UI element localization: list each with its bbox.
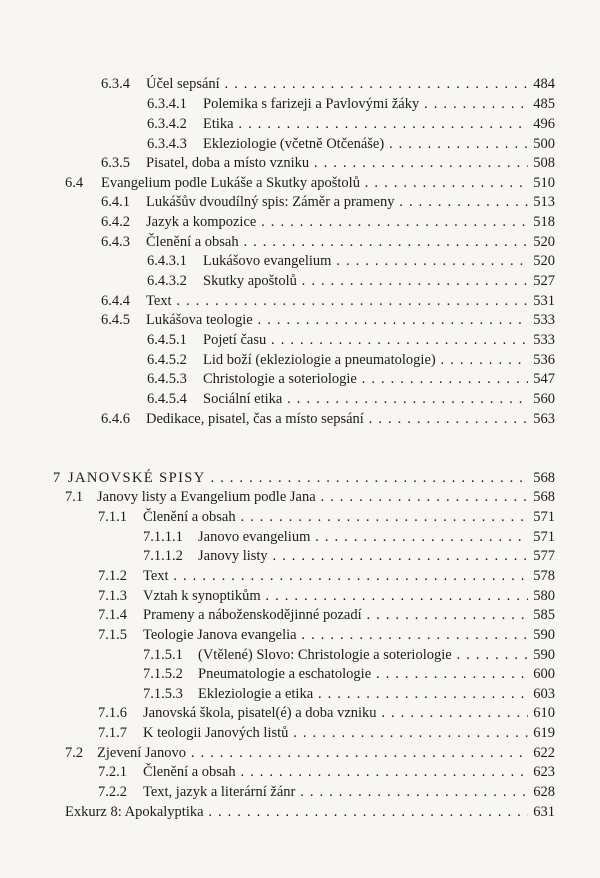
section-title: Vztah k synoptikům . . . — [143, 585, 528, 607]
section-title: Členění a obsah . . . — [143, 506, 528, 528]
section-title: Text . . . — [143, 565, 528, 587]
page-number: 590 — [533, 627, 555, 643]
page-number: 622 — [533, 745, 555, 761]
toc-entry — [0, 93, 600, 115]
toc-entry — [0, 309, 600, 331]
page-number: 500 — [533, 136, 555, 152]
section-number: 6.3.4.1 — [147, 96, 187, 112]
page-number: 520 — [533, 253, 555, 269]
page-number: 623 — [533, 764, 555, 780]
page-number: 585 — [533, 607, 555, 623]
page-number: 610 — [533, 705, 555, 721]
section-number: 7.1.5.3 — [143, 686, 183, 702]
section-title: Exkurz 8: Apokalyptika . . . — [65, 801, 528, 823]
section-number: 6.4.3 — [101, 234, 130, 250]
toc-entry — [0, 761, 600, 783]
section-title: Ekleziologie (včetně Otčenáše) . . . — [203, 133, 528, 155]
toc-entry — [0, 388, 600, 410]
section-number: 7.2.1 — [98, 764, 127, 780]
section-title: Text, jazyk a literární žánr . . . — [143, 781, 528, 803]
toc-entry — [0, 368, 600, 390]
section-title: Účel sepsání . . . — [146, 73, 528, 95]
section-number: 7.1.3 — [98, 588, 127, 604]
page-number: 484 — [533, 76, 555, 92]
section-title: Jazyk a kompozice . . . — [146, 211, 528, 233]
toc-entry — [0, 329, 600, 351]
section-number: 7.1.5 — [98, 627, 127, 643]
toc-entry — [0, 408, 600, 430]
section-number: 7.1.2 — [98, 568, 127, 584]
section-title: Teologie Janova evangelia . . . — [143, 624, 528, 646]
page-number: 563 — [533, 411, 555, 427]
section-number: 7.1 — [65, 489, 84, 505]
page-number: 536 — [533, 352, 555, 368]
section-number: 6.4.3.2 — [147, 273, 187, 289]
toc-entry — [0, 722, 600, 744]
section-number: 6.3.4.3 — [147, 136, 187, 152]
section-number: 6.4.2 — [101, 214, 130, 230]
section-number: 6.3.5 — [101, 155, 130, 171]
section-number: 6.4.5.3 — [147, 371, 187, 387]
toc-entry — [0, 702, 600, 724]
page-number: 600 — [533, 666, 555, 682]
section-title: Lid boží (ekleziologie a pneumatologie) . . . — [203, 349, 528, 371]
section-number: 7.1.4 — [98, 607, 127, 623]
page-number: 568 — [533, 470, 555, 486]
section-title: Sociální etika . . . — [203, 388, 528, 410]
section-title: Ekleziologie a etika . . . — [198, 683, 528, 705]
page-number: 603 — [533, 686, 555, 702]
page-number: 628 — [533, 784, 555, 800]
page-number: 533 — [533, 332, 555, 348]
toc-entry — [0, 211, 600, 233]
section-number: 7.1.5.1 — [143, 647, 183, 663]
page-number: 520 — [533, 234, 555, 250]
section-number: 6.4 — [65, 175, 84, 191]
chapter-number: 7 — [53, 470, 61, 486]
section-title: Janovy listy a Evangelium podle Jana . . . — [97, 486, 528, 508]
section-number: 6.4.1 — [101, 194, 130, 210]
page-number: 577 — [533, 548, 555, 564]
page-number: 631 — [533, 804, 555, 820]
section-title: K teologii Janových listů . . . — [143, 722, 528, 744]
section-title: Členění a obsah . . . — [146, 231, 528, 253]
page-number: 485 — [533, 96, 555, 112]
section-number: 7.1.7 — [98, 725, 127, 741]
section-number: 7.1.1.2 — [143, 548, 183, 564]
section-number: 7.1.1 — [98, 509, 127, 525]
page-number: 571 — [533, 529, 555, 545]
toc-entry — [0, 250, 600, 272]
toc-entry — [0, 270, 600, 292]
section-number: 7.2 — [65, 745, 84, 761]
section-number: 7.1.6 — [98, 705, 127, 721]
section-number: 6.4.5.2 — [147, 352, 187, 368]
page-number: 496 — [533, 116, 555, 132]
section-title: Janovská škola, pisatel(é) a doba vzniku . . . — [143, 702, 528, 724]
toc-entry — [0, 73, 600, 95]
section-number: 7.2.2 — [98, 784, 127, 800]
toc-entry — [0, 545, 600, 567]
section-number: 6.4.4 — [101, 293, 130, 309]
page-number: 527 — [533, 273, 555, 289]
section-number: 7.1.5.2 — [143, 666, 183, 682]
toc-entry — [0, 604, 600, 626]
section-title: Prameny a náboženskodějinné pozadí . . . — [143, 604, 528, 626]
section-title: Etika . . . — [203, 113, 528, 135]
section-title: Polemika s farizeji a Pavlovými žáky . . . — [203, 93, 528, 115]
section-title: Janovy listy . . . — [198, 545, 528, 567]
section-number: 6.3.4 — [101, 76, 130, 92]
page-number: 578 — [533, 568, 555, 584]
section-title: Christologie a soteriologie . . . — [203, 368, 528, 390]
page-number: 590 — [533, 647, 555, 663]
toc-entry — [0, 565, 600, 587]
toc-entry — [0, 663, 600, 685]
section-number: 7.1.1.1 — [143, 529, 183, 545]
section-number: 6.4.3.1 — [147, 253, 187, 269]
section-number: 6.4.6 — [101, 411, 130, 427]
section-title: Evangelium podle Lukáše a Skutky apoštolů . . . — [101, 172, 528, 194]
section-number: 6.4.5.4 — [147, 391, 187, 407]
toc-entry — [0, 486, 600, 508]
section-title: Skutky apoštolů . . . — [203, 270, 528, 292]
page-number: 518 — [533, 214, 555, 230]
section-title: Text . . . — [146, 290, 528, 312]
toc-entry — [0, 152, 600, 174]
section-title: Pisatel, doba a místo vzniku . . . — [146, 152, 528, 174]
section-number: 6.4.5 — [101, 312, 130, 328]
toc-entry — [0, 781, 600, 803]
page-number: 531 — [533, 293, 555, 309]
toc-entry — [0, 624, 600, 646]
page-number: 560 — [533, 391, 555, 407]
toc-entry — [0, 113, 600, 135]
section-title: Zjevení Janovo . . . — [97, 742, 528, 764]
toc-excursus-entry — [0, 801, 600, 823]
page-number: 619 — [533, 725, 555, 741]
toc-entry — [0, 506, 600, 528]
section-title: (Vtělené) Slovo: Christologie a soteriologie . . . — [198, 644, 528, 666]
section-number: 6.4.5.1 — [147, 332, 187, 348]
page-number: 547 — [533, 371, 555, 387]
section-title: Pojetí času . . . — [203, 329, 528, 351]
section-title: Lukášův dvoudílný spis: Záměr a prameny . . . — [146, 191, 528, 213]
page-number: 510 — [533, 175, 555, 191]
section-title: Pneumatologie a eschatologie . . . — [198, 663, 528, 685]
page-number: 533 — [533, 312, 555, 328]
section-title: Lukášova teologie . . . — [146, 309, 528, 331]
page-number: 568 — [533, 489, 555, 505]
chapter-title: JANOVSKÉ SPISY . . . — [68, 467, 528, 489]
section-title: Členění a obsah . . . — [143, 761, 528, 783]
toc-entry — [0, 191, 600, 213]
section-title: Dedikace, pisatel, čas a místo sepsání . . . — [146, 408, 528, 430]
section-number: 6.3.4.2 — [147, 116, 187, 132]
page-number: 508 — [533, 155, 555, 171]
section-title: Lukášovo evangelium . . . — [203, 250, 528, 272]
section-title: Janovo evangelium . . . — [198, 526, 528, 548]
page-number: 571 — [533, 509, 555, 525]
page-number: 580 — [533, 588, 555, 604]
page-number: 513 — [533, 194, 555, 210]
